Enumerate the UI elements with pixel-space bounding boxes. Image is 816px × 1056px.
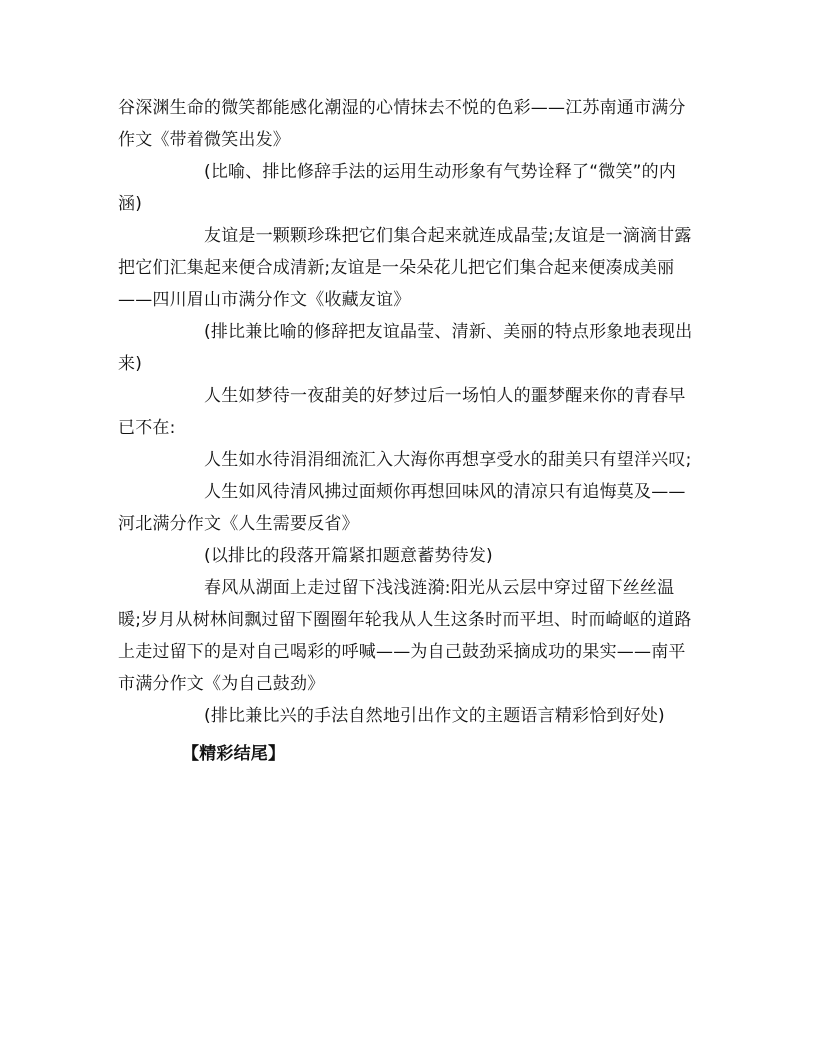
paragraph-8: (以排比的段落开篇紧扣题意蓄势待发): [204, 546, 493, 566]
paragraph-6: 人生如水待涓涓细流汇入大海你再想享受水的甜美只有望洋兴叹;: [204, 450, 692, 470]
section-heading: 【精彩结尾】: [182, 744, 286, 764]
paragraph-2: (比喻、排比修辞手法的运用生动形象有气势诠释了“微笑”的内涵): [118, 162, 677, 214]
paragraph-9: 春风从湖面上走过留下浅浅涟漪:阳光从云层中穿过留下丝丝温暖;岁月从树林间飘过留下圈圈年轮我从人生这条时而平坦、时而崎岖的道路上走过留下的是对自己喝彩的呼喊——为自己鼓劲采摘成功的果实——南平市满分作文《为自己鼓劲》: [118, 578, 692, 694]
paragraph-4: (排比兼比喻的修辞把友谊晶莹、清新、美丽的特点形象地表现出来): [118, 322, 693, 374]
paragraph-3: 友谊是一颗颗珍珠把它们集合起来就连成晶莹;友谊是一滴滴甘露把它们汇集起来便合成清新;友谊是一朵朵花儿把它们集合起来便凑成美丽——四川眉山市满分作文《收藏友谊》: [118, 226, 692, 310]
paragraph-10: (排比兼比兴的手法自然地引出作文的主题语言精彩恰到好处): [204, 706, 665, 726]
document-body: [118, 92, 696, 770]
paragraph-1: 谷深渊生命的微笑都能感化潮湿的心情抹去不悦的色彩——江苏南通市满分作文《带着微笑出发》: [118, 98, 686, 150]
paragraph-7: 人生如风待清风拂过面颊你再想回味风的清凉只有追悔莫及——河北满分作文《人生需要反省》: [118, 482, 686, 534]
paragraph-5: 人生如梦待一夜甜美的好梦过后一场怕人的噩梦醒来你的青春早已不在:: [118, 386, 686, 438]
